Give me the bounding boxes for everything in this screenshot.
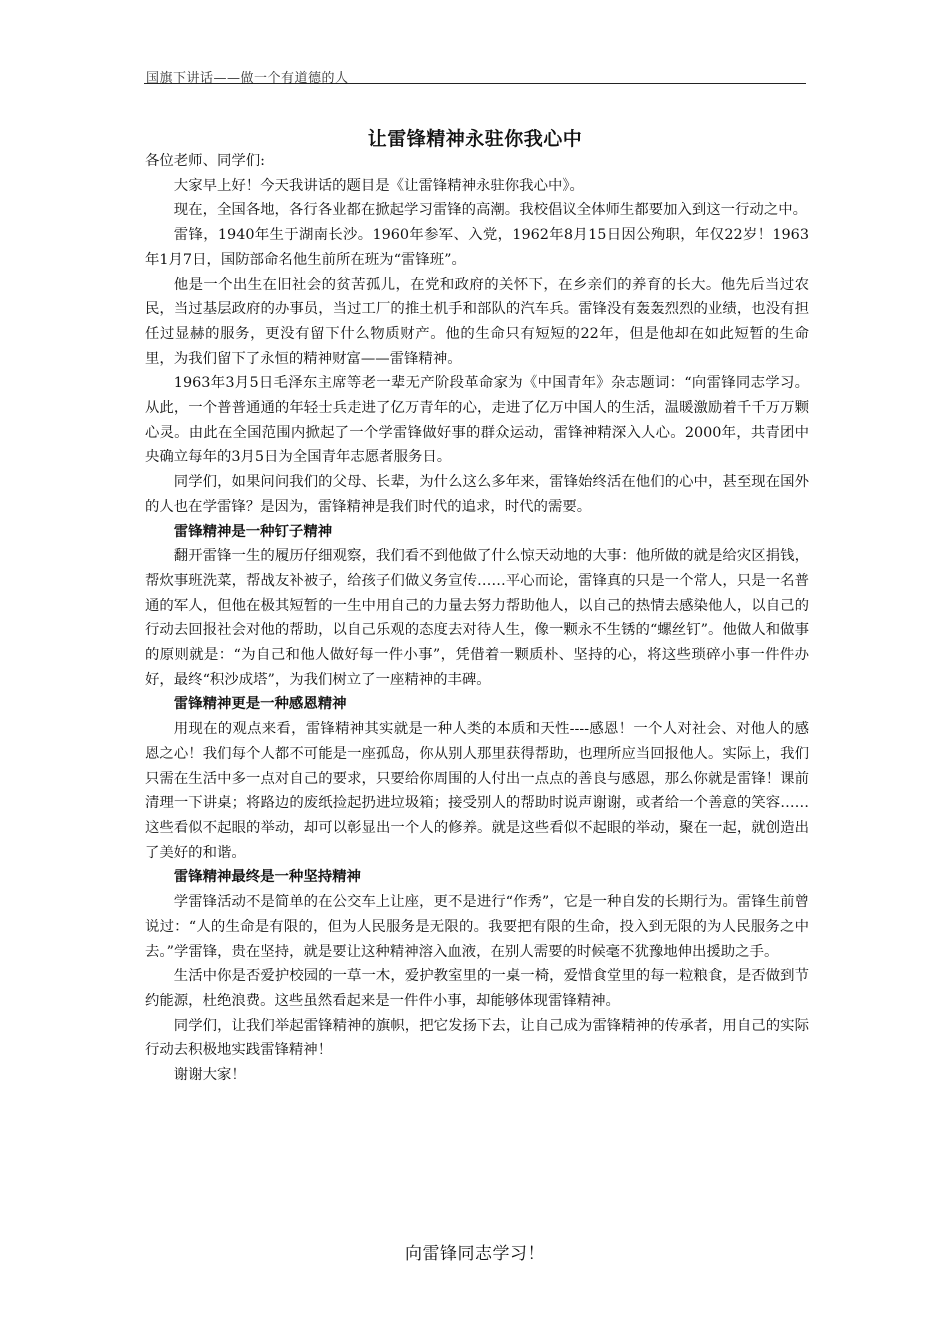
section-heading: 雷锋精神更是一种感恩精神 <box>173 695 347 713</box>
paragraph: 1963年3月5日毛泽东主席等老一辈无产阶段革命家为《中国青年》杂志题词：“向雷锋同志学习。从此，一个普普通通的年轻士兵走进了亿万青年的心，走进了亿万中国人的生活，温暖激励着千千万万颗心灵。由此在全国范围内掀起了一个学雷锋做好事的群众运动，雷锋神精深入人心。2000年，共青团中央确立每年的3月5日为全国青年志愿者服务日。 <box>145 375 809 466</box>
section-heading: 雷锋精神是一种钉子精神 <box>173 522 333 540</box>
paragraph: 他是一个出生在旧社会的贫苦孤儿，在党和政府的关怀下，在乡亲们的养育的长大。他先后当过农民，当过基层政府的办事员，当过工厂的推土机手和部队的汽车兵。雷锋没有轰轰烈烈的业绩，也没有担任过显赫的服务，更没有留下什么物质财产。他的生命只有短短的22年，但是他却在如此短暂的生命里，为我们留下了永恒的精神财富——雷锋精神。 <box>145 276 809 367</box>
salutation: 各位老师、同学们: <box>145 153 265 169</box>
paragraph: 同学们，如果问问我们的父母、长辈，为什么这么多年来，雷锋始终活在他们的心中，甚至现在国外的人也在学雷锋？是因为，雷锋精神是我们时代的追求，时代的需要。 <box>145 474 809 515</box>
paragraph: 大家早上好！今天我讲话的题目是《让雷锋精神永驻你我心中》。 <box>173 177 584 194</box>
speech-body <box>145 149 809 1088</box>
paragraph: 用现在的观点来看，雷锋精神其实就是一种人类的本质和天性----感恩！一个人对社会、对他人的感恩之心！我们每个人都不可能是一座孤岛，你从别人那里获得帮助，也理所应当回报他人。实际上，我们只需在生活中多一点对自己的要求，只要给你周围的人付出一点点的善良与感恩，那么你就是雷锋！课前清理一下讲桌；将路边的废纸捡起扔进垃圾箱；接受别人的帮助时说声谢谢，或者给一个善意的笑容……这些看似不起眼的举动，却可以彰显出一个人的修养。就是这些看似不起眼的举动，聚在一起，就创造出了美好的和谐。 <box>145 721 809 861</box>
header-rule <box>144 83 806 84</box>
paragraph: 学雷锋活动不是简单的在公交车上让座，更不是进行“作秀”，它是一种自发的长期行为。雷锋生前曾说过：“人的生命是有限的，但为人民服务是无限的。我要把有限的生命，投入到无限的为人民服务之中去。”学雷锋，贵在坚持，就是要让这种精神溶入血液，在别人需要的时候毫不犹豫地伸出援助之手。 <box>145 894 809 960</box>
section-heading: 雷锋精神最终是一种坚持精神 <box>173 868 361 886</box>
page-footer: 向雷锋同志学习！ <box>405 1244 545 1264</box>
paragraph: 翻开雷锋一生的履历仔细观察，我们看不到他做了什么惊天动地的大事：他所做的就是给灾区捐钱，帮炊事班洗菜，帮战友补被子，给孩子们做义务宣传……平心而论，雷锋真的只是一个常人，只是一名普通的军人，但他在极其短暂的一生中用自己的力量去努力帮助他人，以自己的热情去感染他人，以自己的行动去回报社会对他的帮助，以自己乐观的态度去对待人生，像一颗永不生锈的“螺丝钉”。他做人和做事的原则就是：“为自己和他人做好每一件小事”，凭借着一颗质朴、坚持的心，将这些琐碎小事一件件办好，最终“积沙成塔”，为我们树立了一座精神的丰碑。 <box>145 548 809 688</box>
page-title: 让雷锋精神永驻你我心中 <box>367 128 583 150</box>
closing: 谢谢大家！ <box>173 1067 246 1084</box>
running-header: 国旗下讲话——做一个有道德的人 <box>146 71 349 86</box>
paragraph: 雷锋，1940年生于湖南长沙。1960年参军、入党，1962年8月15日因公殉职，年仅22岁！1963年1月7日，国防部命名他生前所在班为“雷锋班”。 <box>145 227 809 268</box>
paragraph: 生活中你是否爱护校园的一草一木，爱护教室里的一桌一椅，爱惜食堂里的每一粒粮食，是否做到节约能源，杜绝浪费。这些虽然看起来是一件件小事，却能够体现雷锋精神。 <box>145 968 809 1009</box>
paragraph: 同学们，让我们举起雷锋精神的旗帜，把它发扬下去，让自己成为雷锋精神的传承者，用自己的实际行动去积极地实践雷锋精神！ <box>145 1017 809 1059</box>
paragraph: 现在，全国各地，各行各业都在掀起学习雷锋的高潮。我校倡议全体师生都要加入到这一行动之中。 <box>173 202 807 219</box>
